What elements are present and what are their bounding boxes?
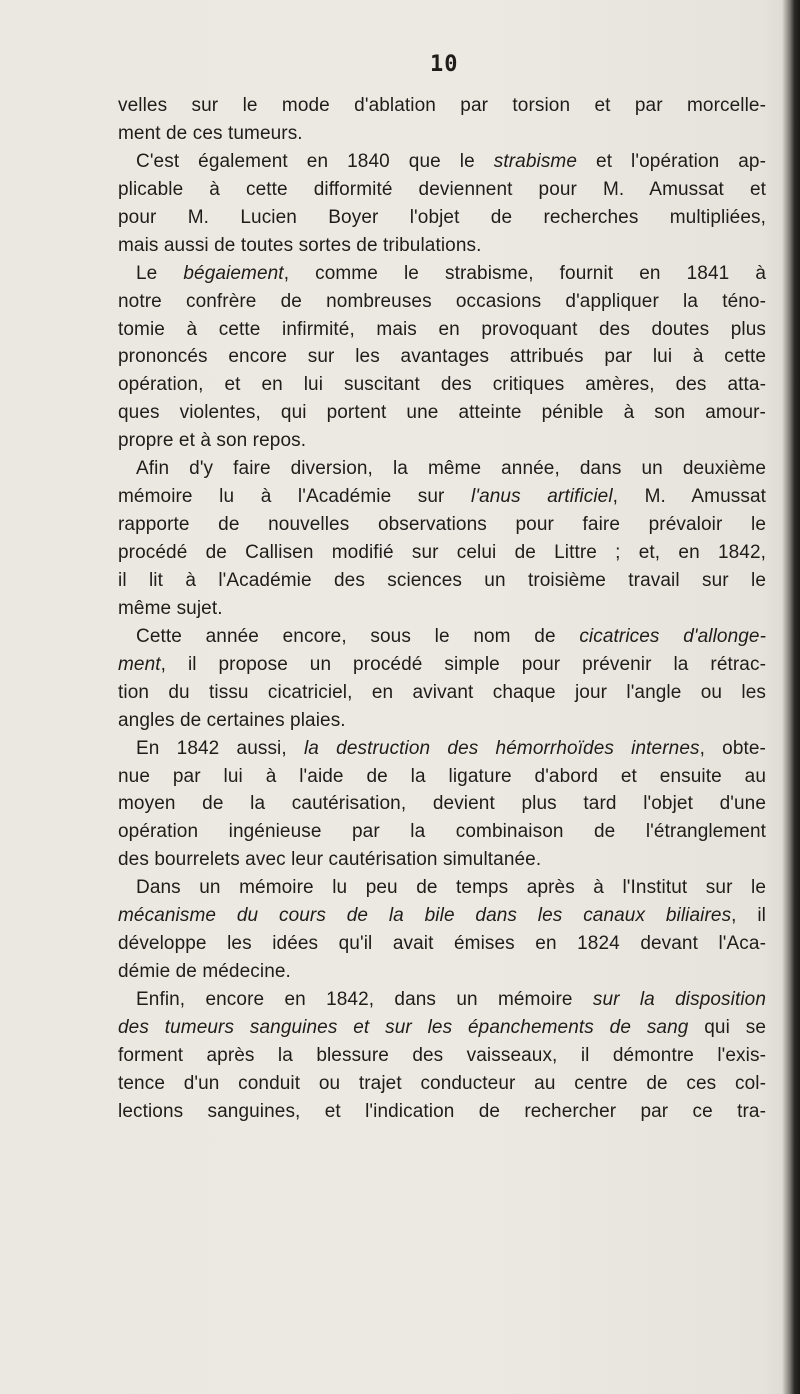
text-line <box>118 92 766 120</box>
text-line <box>118 958 766 986</box>
text-line <box>118 735 766 763</box>
text-run: prononcés encore sur les avantages attribués par lui à cette <box>118 346 766 368</box>
text-line <box>118 288 766 316</box>
text-run: développe les idées qu'il avait émises en 1824 devant l'Aca- <box>118 933 766 955</box>
text-line <box>118 1014 766 1042</box>
body-text <box>118 92 766 1126</box>
page-binding-edge <box>782 0 800 1394</box>
text-run: démie de médecine. <box>118 961 291 983</box>
text-run: , obte- <box>699 737 766 759</box>
text-line <box>118 427 766 455</box>
text-line <box>118 567 766 595</box>
text-run: tion du tissu cicatriciel, en avivant chaque jour l'angle ou les <box>118 681 766 703</box>
italic-text: strabisme <box>493 150 578 172</box>
text-run: Enfin, encore en 1842, dans un mémoire <box>136 989 593 1010</box>
text-run: opération, et en lui suscitant des critiques amères, des atta- <box>118 374 766 396</box>
text-run: pour M. Lucien Boyer l'objet de recherches multipliées, <box>118 206 766 228</box>
text-line <box>118 539 766 567</box>
text-line <box>118 1098 766 1126</box>
text-line <box>118 986 766 1014</box>
text-run: ment de ces tumeurs. <box>118 122 303 144</box>
text-line <box>118 148 766 176</box>
text-line <box>118 120 766 148</box>
text-line <box>118 455 766 483</box>
text-line <box>118 1070 766 1098</box>
italic-text: cicatrices d'allonge- <box>579 625 767 647</box>
italic-text: l'anus artificiel <box>471 486 613 508</box>
italic-text: bégaiement <box>183 262 284 284</box>
italic-text: ment <box>118 653 161 675</box>
text-run: des bourrelets avec leur cautérisation simultanée. <box>118 849 542 871</box>
text-line <box>118 176 766 204</box>
text-run: C'est également en 1840 que le <box>136 150 494 172</box>
text-run: velles sur le mode d'ablation par torsion et par morcelle- <box>118 95 766 116</box>
text-run: notre confrère de nombreuses occasions d'appliquer la téno- <box>118 290 766 312</box>
text-line <box>118 707 766 735</box>
text-line <box>118 763 766 791</box>
text-run: tomie à cette infirmité, mais en provoquant des doutes plus <box>118 318 766 340</box>
text-run: En 1842 aussi, <box>136 737 304 759</box>
text-line <box>118 483 766 511</box>
text-line <box>118 623 766 651</box>
text-run: même sujet. <box>118 597 223 619</box>
text-run: , M. Amussat <box>612 486 767 508</box>
text-line <box>118 204 766 232</box>
text-run: mémoire lu à l'Académie sur <box>118 486 472 508</box>
text-line <box>118 818 766 846</box>
text-run: Cette année encore, sous le nom de <box>136 625 580 647</box>
text-run: opération ingénieuse par la combinaison de l'étranglement <box>118 821 766 843</box>
text-run: Le <box>136 262 184 284</box>
text-line <box>118 874 766 902</box>
page-number: 10 <box>430 52 459 77</box>
text-line <box>118 1042 766 1070</box>
text-run: , il propose un procédé simple pour prévenir la rétrac- <box>160 653 766 675</box>
italic-text: mécanisme du cours de la bile dans les canaux biliaires <box>118 905 732 927</box>
text-run: lections sanguines, et l'indication de rechercher par ce tra- <box>118 1100 766 1122</box>
text-line <box>118 930 766 958</box>
text-line <box>118 371 766 399</box>
text-run: procédé de Callisen modifié sur celui de Littre ; et, en 1842, <box>118 542 766 563</box>
text-run: propre et à son repos. <box>118 430 307 452</box>
text-line <box>118 511 766 539</box>
text-run: nue par lui à l'aide de la ligature d'abord et ensuite au <box>118 765 766 787</box>
text-run: Dans un mémoire lu peu de temps après à l'Institut sur le <box>136 877 766 899</box>
text-line <box>118 260 766 288</box>
text-line <box>118 902 766 930</box>
text-run: ques violentes, qui portent une atteinte pénible à son amour- <box>118 402 766 424</box>
text-run: rapporte de nouvelles observations pour faire prévaloir le <box>118 514 766 536</box>
text-run: il lit à l'Académie des sciences un troisième travail sur le <box>118 569 766 591</box>
text-run: et l'opération ap- <box>577 150 766 172</box>
text-run: forment après la blessure des vaisseaux, il démontre l'exis- <box>118 1044 766 1066</box>
text-line <box>118 316 766 344</box>
text-run: Afin d'y faire diversion, la même année, dans un deuxième <box>136 458 766 480</box>
italic-text: sur la disposition <box>592 989 766 1010</box>
text-line <box>118 846 766 874</box>
text-line <box>118 651 766 679</box>
text-line <box>118 790 766 818</box>
text-line <box>118 679 766 707</box>
text-line <box>118 399 766 427</box>
text-run: angles de certaines plaies. <box>118 709 346 731</box>
italic-text: des tumeurs sanguines et sur les épanchements de sang <box>118 1016 689 1038</box>
text-run: , comme le strabisme, fournit en 1841 à <box>283 262 766 284</box>
text-line <box>118 232 766 260</box>
text-line <box>118 343 766 371</box>
italic-text: la destruction des hémorrhoïdes internes <box>303 737 700 759</box>
text-line <box>118 595 766 623</box>
text-run: mais aussi de toutes sortes de tribulations. <box>118 234 482 256</box>
text-run: moyen de la cautérisation, devient plus tard l'objet d'une <box>118 793 766 815</box>
text-run: , il <box>731 905 766 927</box>
text-run: plicable à cette difformité deviennent pour M. Amussat et <box>118 178 766 200</box>
text-run: qui se <box>688 1016 766 1038</box>
text-run: tence d'un conduit ou trajet conducteur au centre de ces col- <box>118 1072 766 1094</box>
